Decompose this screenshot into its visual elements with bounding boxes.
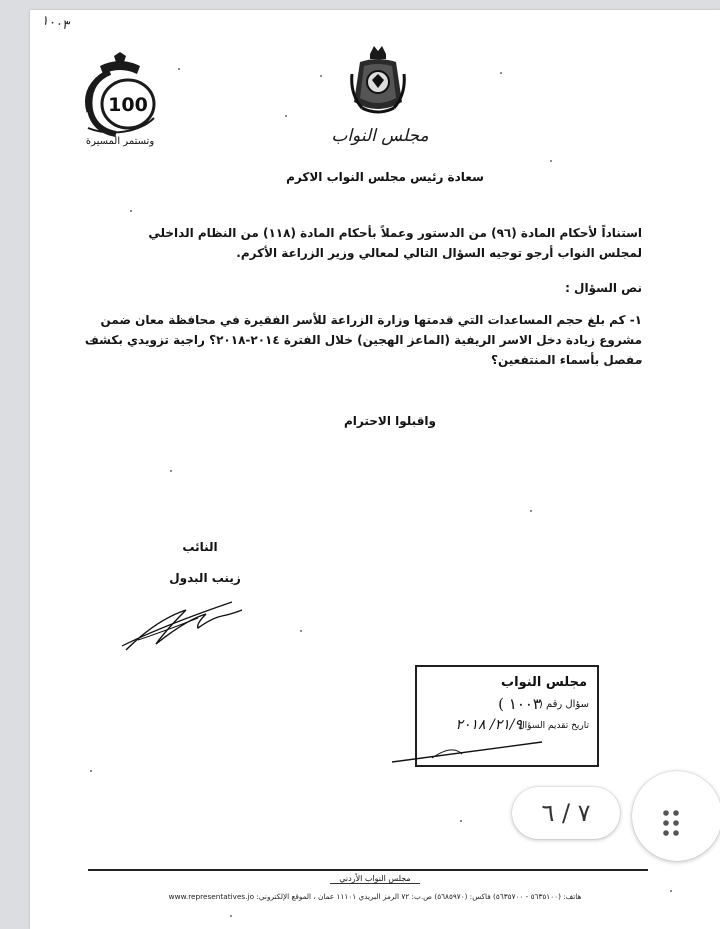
stamp-pen-stroke — [392, 728, 552, 768]
stamp-number-label: سؤال رقم ( — [538, 699, 589, 710]
viewer-menu-button[interactable] — [632, 771, 720, 861]
question-text: ١- كم بلغ حجم المساعدات التي قدمتها وزارة الزراعة للأسر الفقيرة في محافظة معان ضمن مشروع زيادة دخل الاسر الريفية (الماعز الهجين) خلال الفترة ٢٠١٤-٢٠١٨؟ راجية تزويدي بكشف مفصل بأسماء المنتفعين؟ — [84, 313, 642, 367]
closing-regards: واقبلوا الاحترام — [343, 414, 436, 428]
scan-speck — [130, 210, 132, 212]
scan-speck — [300, 630, 302, 632]
centenary-logo — [70, 52, 170, 162]
handwritten-reference-number: ١٠٠٣ — [40, 13, 72, 34]
stamp-title: مجلس النواب — [501, 675, 587, 690]
scan-speck — [178, 68, 180, 70]
centenary-emblem-icon — [70, 52, 170, 138]
royal-crest-icon — [348, 44, 408, 118]
scan-speck — [285, 115, 287, 117]
footer-contact: هاتف: (٥٦٣٥١٠٠ - ٥٦٣٥٧٠٠) فاكس: (٥٦٨٥٩٧٠) ص.ب: ٧٢ الرمز البريدي ١١١٠١ عمان ، الموقع الإلكتروني: www.representatives.jo — [168, 892, 582, 901]
scan-speck — [460, 820, 462, 822]
scan-speck — [500, 72, 502, 74]
scan-speck — [230, 915, 232, 917]
royal-crest — [348, 44, 408, 118]
intro-paragraph: استناداً لأحكام المادة (٩٦) من الدستور وعملاً بأحكام المادة (١١٨) من النظام الداخلي لمجلس النواب أرجو توجيه السؤال التالي لمعالي وزير الزراعة الأكرم. — [148, 226, 642, 260]
footer-logo-text: مجلس النواب الأردني — [330, 874, 420, 884]
scan-speck — [90, 770, 92, 772]
centenary-motto: وتستمر المسيرة — [85, 136, 155, 147]
scan-speck — [320, 75, 322, 77]
stamp-number: ١٠٠٣ ) — [498, 695, 541, 713]
council-name-calligraphy: مجلس النواب — [331, 126, 429, 146]
scan-speck — [170, 470, 172, 472]
scan-speck — [670, 890, 672, 892]
stamp-date-label: تاريخ تقديم السؤال — [518, 721, 589, 731]
scan-speck — [530, 510, 532, 512]
handwritten-signature — [118, 588, 248, 658]
stamp-date: ٢١/٩/ ٢٠١٨ — [455, 717, 522, 733]
grid-dots-icon — [662, 809, 682, 837]
question-label: نص السؤال : — [565, 281, 642, 295]
document-page — [30, 10, 720, 929]
signatory-name: زينب البدول — [169, 571, 241, 585]
scan-speck — [550, 160, 552, 162]
salutation: سعادة رئيس مجلس النواب الاكرم — [286, 170, 484, 184]
page-indicator[interactable]: ٧ / ٦ — [512, 787, 620, 839]
signatory-title: النائب — [182, 540, 218, 554]
centenary-number: 100 — [108, 94, 148, 116]
footer-rule — [88, 869, 648, 871]
